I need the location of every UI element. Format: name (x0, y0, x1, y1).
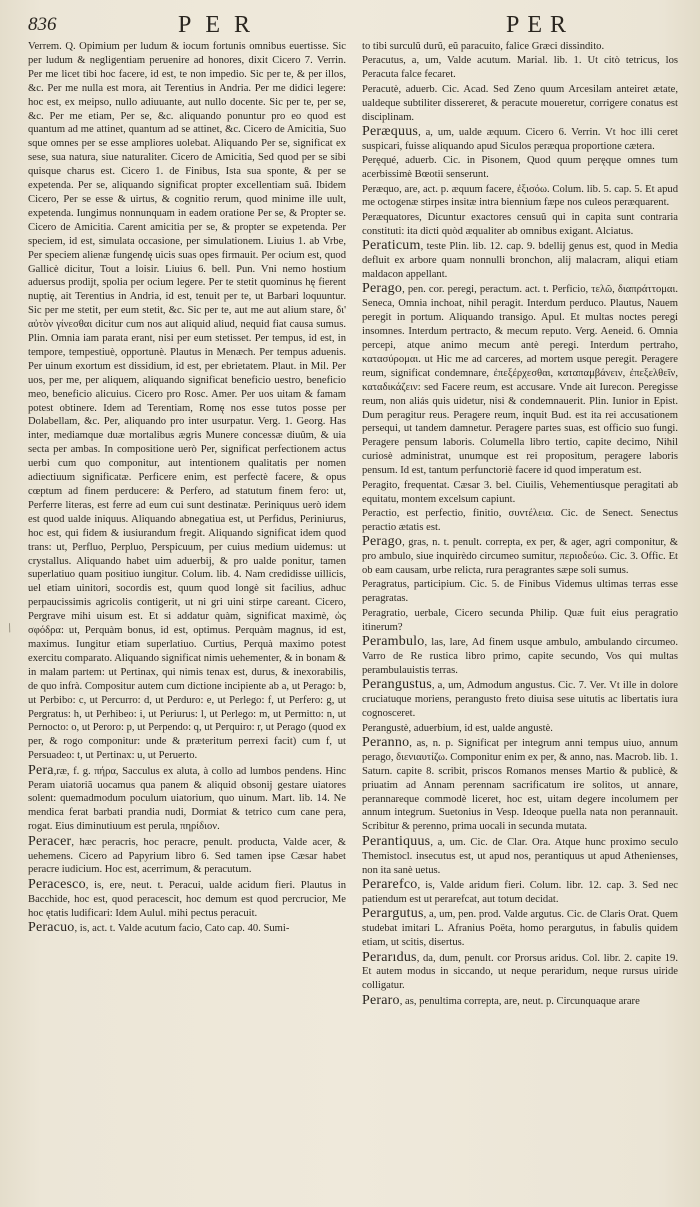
dictionary-entry (362, 535, 678, 578)
dictionary-entry (362, 994, 678, 1009)
dictionary-entry (362, 678, 678, 721)
entry-headword: Peraticum (362, 238, 421, 254)
entry-text: , a, um, ualde æquum. Cicero 6. Verrin. Vt hoc illi ceret suspicari, fuisse aliquando apud Siculos peræqua proportione cætera. (362, 126, 678, 152)
dictionary-entry (362, 211, 678, 239)
entry-headword: Perargutus (362, 906, 424, 922)
entry-headword: Perarefco (362, 876, 418, 892)
dictionary-entry (28, 878, 346, 921)
entry-headword: Perago (362, 534, 403, 550)
entry-text: , gras, n. t. penult. correpta, ex per, & ager, agri componitur, & pro ambulo, siue inquirèdo circumeo sumitur, περιοδεύω. Cic. 3. Offic. Et ob eam causam, urbe relicta, rura peragrantes sæpe soli sumus. (362, 537, 678, 577)
entry-text: Peragratio, uerbale, Cicero secunda Philip. Quæ fuit eius peragratio itinerum? (362, 607, 678, 633)
entry-text: Peręqué, aduerb. Cic. in Pisonem, Quod quum peręque omnes tum acerbissimè Bœotii senserunt. (362, 155, 678, 181)
entry-headword: Perambulo (362, 634, 425, 650)
entry-text: , pen. cor. peregi, peractum. act. t. Perficio, τελῶ, διαπράττομαι. Seneca, Omnia inchoat, nihil peragit. Interdum perduco. Plautus, Nauem peregit in portum. Aliquando transigo. Apul. Et multas noctes peregi insomnes. Interdum pertracto, & mecum reputo. Verg. Aeneid. 6. Omnia percepi, atque animo mecum antè peregi. Interdum pertraho, κατασύρομαι. ut Hic me ad carceres, ad mortem usque peregit. Peragere reum, significat condemnare, ἐπεξέρχεσθαι, καταπαμβάνειν, ἐπεξελθεῖν, καταδικάζειν: sed Facere reum, est accusare. Vnde ait Iurecon. Peregisse reum, non aliás quis uidetur, nisi & condemnauerit. Plin. Iunior in Epist. Dum peragitur reus. Peragere reum, inquit Bud. est ita rei accusationem persequi, ut tandem damnetur. Peragere partes suas, est officio suo fungi. Peragere pensum laboris. Columella libro tertio, capite decimo, Nihil curiosè administrat, unumque est rei propositum, peragere laboris pensum. Id est, tantum perfunctoriè facere id quod imperatum est. (362, 284, 678, 477)
entry-headword: Perago (362, 281, 403, 297)
entry-headword: Pera (28, 762, 54, 778)
entry-text: ,ræ, f. g. πήρα, Sacculus ex aluta, à collo ad lumbos pendens. Hinc Peram uiatoriã uocamus qua panem & aliquid obsonij gestare uiatores solent: quemadmodum poculum uiatorium, quo uinum. Mart. lib. 14. Ne mendica ferat barbati prandia nudi, Dormiat & tetrico cum cane pera, rogat. Eius diminutiuum est perula, πηρίδιον. (28, 765, 346, 833)
dictionary-entry (28, 40, 346, 763)
dictionary-entry (362, 835, 678, 878)
entry-text: , is, ere, neut. t. Peracui, ualde acidum fieri. Plautus in Bacchide, hoc est, quod peracescit, hoc demum est quod percrucior, Me hoc ętatis ludificari: Idem Aulul. mihi pectus peracuit. (28, 879, 346, 919)
dictionary-entry (28, 921, 346, 936)
entry-text: , is, act. t. Valde acutum facio, Cato cap. 40. Sumi- (74, 923, 290, 935)
entry-text: Perangustè, aduerbium, id est, ualde angustè. (362, 722, 553, 734)
dictionary-entry (362, 878, 678, 907)
dictionary-entry (362, 722, 678, 736)
page-header (28, 14, 670, 42)
entry-text: , las, lare, Ad finem usque ambulo, ambulando circumeo. Varro de Re rustica libro primo, capite secundo, Vos qui multas perambulauistis terras. (362, 637, 678, 676)
page-number: 836 (28, 14, 57, 35)
dictionary-entry (362, 607, 678, 635)
entry-text: Peractio, est perfectio, finitio, συντέλεια. Cic. de Senect. Senectus peractio ætatis est. (362, 507, 678, 533)
entry-text: Peracutè, aduerb. Cic. Acad. Sed Zeno quum Arcesilam anteiret ætate, ualdeque subtiliter dissereret, & peracute moueretur, corrigere conatus est disciplinam. (362, 83, 678, 123)
right-column (362, 40, 678, 1009)
entry-text: , as, penultima correpta, are, neut. p. Circunquaque arare (399, 995, 640, 1007)
dictionary-entry (28, 764, 346, 835)
entry-text: , is, Valde aridum fieri. Colum. libr. 12. cap. 3. Sed nec patiendum est ut perarefcat, aut totum decidat. (362, 879, 678, 905)
entry-text: , teste Plin. lib. 12. cap. 9. bdellij genus est, quod in Media defluit ex arbore quam nonnulli bronchon, alij malacram, aliqui etiam maldacon appellant. (362, 241, 678, 280)
dictionary-entry (362, 479, 678, 507)
running-head-right: PER (506, 12, 575, 38)
dictionary-entry (362, 507, 678, 535)
entry-text: Peracutus, a, um, Valde acutum. Marial. lib. 1. Ut citò tetricus, los Peracuta falce fecaret. (362, 55, 678, 81)
entry-text: to tibi surculũ durũ, eũ paracuito, falice Græci dissindito. (362, 41, 605, 52)
entry-text: Peragratus, participium. Cic. 5. de Finibus Videmus ultimas terras esse peragratas. (362, 579, 678, 605)
dictionary-entry (362, 282, 678, 478)
dictionary-entry (362, 736, 678, 834)
dictionary-entry (362, 183, 678, 211)
margin-mark: / (5, 619, 14, 636)
dictionary-entry (362, 907, 678, 950)
dictionary-entry (362, 239, 678, 282)
entry-headword: Peræquus (362, 123, 419, 139)
entry-text: Peræquatores, Dicuntur exactores censuũ qui in capita sunt contraria constituti: ita dicti quòd æqualiter ab omnibus exigant. Alciatus. (362, 211, 678, 237)
entry-text: , a, um, pen. prod. Valde argutus. Cic. de Claris Orat. Quem studebat imitari L. Afranius Poëta, homo perargutus, in fabulis quidem etiam, ut scitis, disertus. (362, 909, 678, 949)
entry-text: , as, n. p. Significat per integrum anni tempus uiuo, annum perago, διενιαυτίζω. Componitur enim ex per, & anno, nas. Macrob. lib. 1. Saturn. capite 8. scribit, priscos Romanos menses Martio & publicè, & priuatim ad Annam perennam sacrificatum ire solitos, ut annare, perannareque commodè liceret, hoc est, uitam degere incolumem per annum integrum. Suetonius in Vesp. Ideoque puella nata non perannauit. Scribitur & perenno, prima uocali in secunda mutata. (362, 737, 678, 833)
entry-text: , hæc peracris, hoc peracre, penult. producta, Valde acer, & uehemens. Cicero ad Papyrium libro 6. Sed tamen ipse Cæsar habet peracre iudicium. Hoc est, acerrimum, & peracutum. (28, 836, 346, 876)
blank-bottom-area (0, 1090, 700, 1207)
entry-headword: Peranno (362, 734, 410, 750)
dictionary-entry (28, 835, 346, 878)
dictionary-entry (362, 40, 678, 54)
entry-headword: Perantiquus (362, 833, 431, 849)
entry-headword: Peracesco (28, 876, 86, 892)
entry-text: , da, dum, penult. cor Prorsus aridus. Col. libr. 2. capite 19. Et autem modus in siccando, ut neque peraridum, neque rursus uiride colligatur. (362, 952, 678, 992)
dictionary-entry (362, 635, 678, 678)
dictionary-entry (362, 83, 678, 125)
entry-text: Peragito, frequentat. Cæsar 3. bel. Ciuilis, Vehementiusque peragitati ab equitatu, montem excelsum capiunt. (362, 479, 678, 505)
left-column (28, 40, 346, 937)
entry-headword: Perarıdus (362, 949, 417, 965)
entry-headword: Peraro (362, 992, 400, 1008)
dictionary-entry (362, 54, 678, 82)
entry-text: , a, um, Admodum angustus. Cic. 7. Ver. Vt ille in dolore cruciatuque moriens, perangusto freto diuisa sese uitutis ac libertatis iura cognosceret. (362, 680, 678, 720)
entry-text: , a, um. Cic. de Clar. Ora. Atque hunc proximo seculo Themistocl. insecutus est, ut apud nos, perantiquus ut apud Athenienses, non ita sanè uetus. (362, 836, 678, 876)
dictionary-entry (362, 578, 678, 606)
dictionary-entry (362, 154, 678, 182)
dictionary-entry (362, 951, 678, 994)
entry-headword: Perangustus (362, 677, 432, 693)
running-head-left: PER (178, 12, 265, 38)
entry-headword: Peracuo (28, 920, 75, 936)
entry-text: Verrem. Q. Opimium per ludum & iocum fortunis omnibus euertisse. Sic per ludum & negligentiam peruenire ad honores, dixit Cicero 7. Verrin. Per me licet tibi hoc facere, id est, te non impedio. Sic per te, & per illos, &c. Per me nulla est mora, ait Terentius in Andria. Per me didici legere: hoc est, ex meipso, nullo adiuuante, aut nullo docente. Sic per te, per se, &c. Per me etiam, Per se, &c. aliquando ponuntur pro eo quod est quantum ad me attinet, quantum ad se attinet, &c. Cicero de Amicitia, Suo sque omnes per se esse ampliores uolebat. Aliquando Per se, significat ex sese, sua natura, siue naturaliter. Cicero de Amicitia, Sed quod per se sibi quisque charus est. Cicero 1. de Finibus, Ista sua sponte, & per se expetenda. Per se, aliquando significat propter excellentiam suã. Ibidem Cicero, Per se esse & uirtus, & cognitio rerum, quod minime ille uult, expetenda. Iungimus nonnunquam in eadem oratione Per se, & Propter se. Cicero de Amicitia. Carent amicitia per se, & propter se expetenda. Per speciem, id est, simulata occasione, per simulationem. Liuius 1. ab Vrbe, Per speciem alienæ fungendę uicis suas opes firmauit. Per ocium est, quod Gallicè dicitur, Tout a loisir. Liuius 6. bell. Pun. Vni nemo hostium aduersus prodijt, spolia per ocium legere. Per te stetit quominus hę fierent nuptię, ait Terentius in Andria, id est, tenuit per te, ut Barbari loquuntur. Sic per me stetit, per eum stetit, &c. Sic per te, aut me aut alium stare, δι' αὐτὸν γίνεσθαι dicitur cum nos aut aliquid aliud, nequid fiat causa sumus. Plin. Omnia iam parata erant, nisi per eum stetisset. Per tempus, id est, in tempore, tempestiuè, opportunè. Plautus in Menæch. Per tempus aduenis. Per uinum exortum est dissidium, id est, per ebrietatem. Plaut. in Mil. Per uos, per me, per aliquem, aliquando significat beneficio uestro, beneficio meo, beneficio alicuius. Cicero pro Rosc. Amer. Per uos uitam & famam potest obtinere. Idem ad Terentiam, Romę nos esse tutos posse per Dolabellam, &c. Per, aliquando pro inter usurpatur. Verg. 1. Georg. Has inter, mediamque duæ mortalibus ægris Munere concessæ diuûm, & uia secta per ambas. In compositione uerò Per, significat perfectionem actus uerbi cum quo componitur, aut intentionem qualitatis per nomen adiectiuum significatæ. Perficere enim, est perfectè facere, & opus cœptum ad finem perducere: & Perfero, ad statutum finem fero: ut, Perferre literas, est ferre ad eum cui sunt destinatæ. Periniquus uerò idem est quod ualde iniquus. Aliquando abnegatiua est, ut Perfidus, Periniurus, hoc est, qui fidem & iusiurandum fregit. Aliquando significat idem quod trans: ut, Perfluo, Perpluo, Perspicuum, per cuius medium uidemus: ut crystallus. Aliquando habet uim aduerbij, & pro ualde ponitur, tamen superlatiuo quam positiuo iungitur. Colum. lib. 4. Nam credidisse uillicis, uel etiam uinitori, socordis est, quum quod longè sit facilius, adhuc perpaucissimis agricolis contigerit, ut ni gri uini stirpe careant. Cicero, Pergrave mihi uisum est. Et si addatur quàm, significat maximè, ὡς σφόδρα: ut, Perquàm bonus, id est, optimus. Perquàm magnus, id est, maximus. Iungitur etiam superlatiuo. Curtius, Perquà maximo potest exercitu comparato. Aliquando significat nimis uehementer, & in bonam & in malam partem: ut Pertinax, qui nimis tenax est, durus, & inexorabilis, de quo infrà. Compositur autem cum dictione incipiente ab a, ut Perago: b, ut Perbibo: c, ut Percurro: d, ut Perduro: e, ut Perlego: f, ut Perfero: g, ut Pergratus: h, ut Perhibeo: i, ut Periurus: l, ut Perlego: m, ut Permitto: n, ut Pernocto: o, ut Peroro: p, ut Perpendo: q, ut Perquiro: r, ut Perago (quod ex per, & rogo componitur: unde & præteritum perrexi facit) cum f, ut Persuadeo: t, ut Pertinax: u, ut Peruerto. (28, 41, 346, 762)
entry-text: Peræquo, are, act. p. æquum facere, ἐξισόω. Colum. lib. 5. cap. 5. Et apud me octogenæ stirpes insitæ intra biennium fæpe nos culeos peræquarent. (362, 183, 678, 209)
entry-headword: Peracer (28, 833, 72, 849)
dictionary-entry (362, 125, 678, 154)
